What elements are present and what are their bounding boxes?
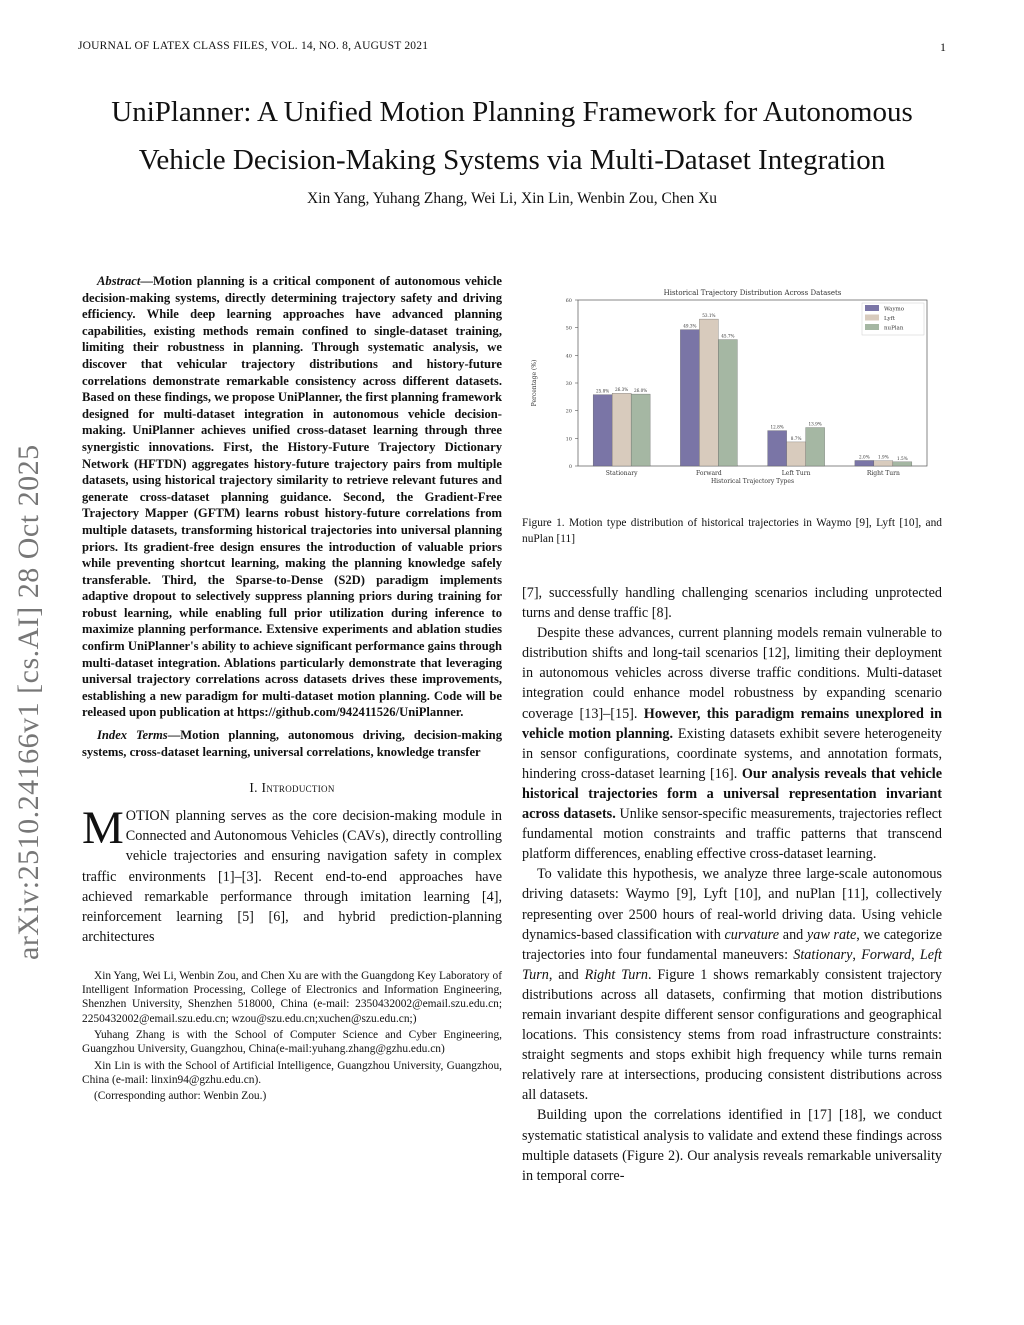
bar-value-label: 49.3% [683, 323, 697, 329]
bar-value-label: 13.9% [808, 421, 822, 427]
term-forward: Forward [861, 946, 912, 963]
abstract-text: —Motion planning is a critical component of autonomous vehicle decision-making systems, directly determining trajectory safety and driving efficiency. While deep learning approaches have advanced planning capabilities, existing methods remain confined to single-dataset training, limiting their robustness in planning. Through systematic analysis, we discover that vehicular trajectory distributions and history-future correlations demonstrate remarkable consistency across different datasets. Based on these findings, we propose UniPlanner, the first planning framework designed for multi-dataset integration in autonomous vehicle decision-making. UniPlanner achieves unified cross-dataset learning through three synergistic innovations. First, the History-Future Trajectory Dictionary Network (HFTDN) aggregates history-future trajectory pairs from multiple datasets, using historical trajectory similarity to retrieve relevant futures and generate cross-dataset planning guidance. Second, the Gradient-Free Trajectory Mapper (GFTM) learns robust history-future correlations from multiple datasets, transforming historical trajectories into universal planning priors. Its gradient-free design ensures the introduction of valuable priors while preventing shortcut learning, making the planning knowledge safely transferable. Third, the Sparse-to-Dense (S2D) paradigm implements adaptive dropout to selectively suppress planning priors during training for robust learning, while enabling full prior utilization during inference to maximize planning performance. Extensive experiments and ablation studies confirm UniPlanner's ability to achieve significant performance gains through multi-dataset integration. Ablations particularly demonstrate that leveraging universal trajectory correlations across datasets drives these improvements, establishing a new paradigm for multi-dataset motion planning. Code will be released upon publication at https://github.com/942411526/UniPlanner. [82, 274, 502, 720]
footnote-affiliation-gzhu-ai: Xin Lin is with the School of Artificial Intelligence, Guangzhou University, Guangzhou, China (e-mail: linxin94@gzhu.edu.cn). [82, 1059, 502, 1086]
bar-waymo-forward [680, 330, 699, 466]
term-left-turn: Left Turn [522, 946, 942, 983]
bar-value-label: 1.9% [878, 454, 889, 460]
y-tick-label: 60 [565, 298, 572, 304]
bar-lyft-left-turn [787, 442, 806, 466]
y-axis-label: Percentage (%) [531, 359, 538, 407]
para3-and-2: , and [548, 966, 585, 983]
para2-text-e: Unlike sensor-specific measurements, trajectories reflect fundamental motion constraints and traffic patterns that transcend platform differences, enabling effective cross-dataset learning. [522, 806, 942, 863]
abstract [82, 273, 502, 721]
drop-cap-letter: M [82, 802, 124, 855]
paper-title [60, 88, 964, 184]
y-tick-label: 20 [565, 408, 572, 415]
intro-paragraph-1-continued: [7], successfully handling challenging scenarios including unprotected turns and dense traffic [8]. [522, 585, 942, 622]
y-tick-label: 50 [565, 325, 572, 332]
y-tick-label: 10 [565, 436, 572, 443]
legend-label-waymo: Waymo [884, 306, 905, 313]
bar-value-label: 26.3% [614, 387, 629, 393]
index-terms-label: Index Terms [97, 728, 168, 743]
legend-swatch-lyft [865, 315, 879, 321]
bar-nuplan-left-turn [806, 428, 825, 466]
bar-value-label: 25.8% [595, 388, 610, 394]
para3-text-c: . Figure 1 shows remarkably consistent trajectory distributions across all datasets, confirming that motion distributions remain invariant despite different sensor configurations and geographical locations. This consistency stems from road infrastructure constraints: straight segments and stops exhibit high frequency while turns remain relatively rare at intersections, producing consistent distributions across all datasets. [522, 966, 942, 1104]
arxiv-identifier-stamp: arXiv:2510.24166v1 [cs.AI] 28 Oct 2025 [12, 444, 45, 960]
right-column [522, 286, 942, 1186]
term-right-turn: Right Turn [584, 966, 648, 983]
term-yaw-rate: yaw rate [806, 926, 857, 943]
x-tick-label: Left Turn [781, 470, 811, 477]
para3-and: and [779, 926, 807, 943]
footnote-corresponding-author: (Corresponding author: Wenbin Zou.) [94, 1090, 267, 1103]
affiliation-footnotes [82, 969, 502, 1104]
legend-label-lyft: Lyft [884, 316, 895, 322]
bar-lyft-stationary [612, 393, 631, 466]
x-axis-label: Historical Trajectory Types [710, 478, 795, 485]
intro-paragraph-2 [522, 623, 942, 864]
running-head: JOURNAL OF LATEX CLASS FILES, VOL. 14, NO. 8, AUGUST 2021 [78, 40, 429, 52]
x-tick-label: Right Turn [866, 470, 900, 477]
x-tick-label: Stationary [605, 470, 638, 477]
author-list: Xin Yang, Yuhang Zhang, Wei Li, Xin Lin, Wenbin Zou, Chen Xu [306, 190, 718, 207]
intro-paragraph-4: Building upon the correlations identified in [17] [18], we conduct systematic statistical analysis to validate and extend these findings across multiple datasets (Figure 2). Our analysis reveals remarkable universality in temporal corre- [522, 1107, 942, 1184]
bar-value-label: 26.0% [633, 388, 648, 394]
page-number: 1 [940, 40, 946, 54]
term-curvature: curvature [724, 926, 780, 943]
intro-paragraph-1 [82, 802, 502, 947]
figure-1-caption: Figure 1. Motion type distribution of historical trajectories in Waymo [9], Lyft [10], and nuPlan [11] [522, 517, 942, 545]
bar-value-label: 53.1% [702, 313, 716, 319]
bar-nuplan-forward [718, 340, 737, 466]
right-body [522, 583, 942, 1186]
para3-text-a: To validate this hypothesis, we analyze three large-scale autonomous driving datasets: Waymo [9], Lyft [10], and nuPlan [11], collectively representing over 2500 hours of real-world driving data. Using vehicle dynamics-based classification with [522, 866, 942, 943]
left-column [82, 273, 502, 1106]
index-terms-text: —Motion planning, autonomous driving, decision-making systems, cross-dataset learning, universal correlations, knowledge transfer [82, 728, 502, 759]
chart-title: Historical Trajectory Distribution Across Datasets [663, 289, 842, 297]
intro-paragraph-1-text: OTION planning serves as the core decision-making module in Connected and Autonomous Vehicles (CAVs), directly controlling vehicle trajectories and ensuring navigation safety in complex traffic environments [1]–[3]. Recent end-to-end approaches have achieved remarkable performance through imitation learning [4], reinforcement learning [5] [6], and hybrid prediction-planning architectures [82, 808, 502, 945]
para2-text-a: Despite these advances, current planning models remain vulnerable to distribution shifts and long-tail scenarios [12], limiting their deployment in autonomous vehicles across diverse traffic conditions. Multi-dataset integration could enhance model robustness by expanding scenario coverage [13]–[15]. [522, 625, 942, 722]
intro-paragraph-3 [522, 864, 942, 1105]
bar-lyft-forward [699, 319, 718, 466]
bar-nuplan-stationary [631, 394, 650, 466]
bar-waymo-left-turn [768, 431, 787, 466]
x-tick-label: Forward [696, 470, 722, 477]
bar-chart [522, 286, 942, 508]
footnote-affiliation-szu: Xin Yang, Wei Li, Wenbin Zou, and Chen Xu are with the Guangdong Key Laboratory of Intelligent Information Processing, College of Electronics and Information Engineering, Shenzhen University, Shenzhen 518000, China (e-mail: 2350432002@email.szu.edu.cn; 2250432002@email.szu.edu.cn; wzou@szu.edu.cn;xuchen@szu.edu.cn;) [82, 969, 502, 1025]
section-title: Introduction [261, 780, 335, 796]
section-heading-introduction [82, 780, 502, 796]
bar-lyft-right-turn [874, 461, 893, 466]
legend-label-nuplan: nuPlan [884, 325, 904, 332]
bar-nuplan-right-turn [893, 462, 912, 466]
y-tick-label: 0 [568, 464, 572, 470]
footnote-affiliation-gzhu-cs: Yuhang Zhang is with the School of Computer Science and Cyber Engineering, Guangzhou University, Guangzhou, China(e-mail:yuhang.zhang@gzhu.edu.cn) [82, 1029, 502, 1056]
index-terms [82, 727, 502, 760]
para2-bold-claim: However, this paradigm remains unexplored in vehicle motion planning. [522, 705, 943, 742]
bar-value-label: 2.0% [859, 454, 870, 460]
bar-value-label: 1.5% [897, 455, 908, 461]
y-tick-label: 30 [565, 381, 572, 387]
legend-swatch-nuplan [865, 324, 879, 330]
para3-comma-2: , [911, 946, 920, 963]
figure-1-chart [522, 286, 942, 508]
title-line-1: UniPlanner: A Unified Motion Planning Framework for Autonomous [111, 96, 913, 128]
para2-bold-finding: Our analysis reveals that vehicle historical trajectories form a universal representation invariant across datasets. [522, 765, 942, 823]
term-stationary: Stationary [793, 946, 853, 963]
para2-text-c: Existing datasets exhibit severe heterogeneity in sensor configurations, coordinate systems, and annotation formats, hindering cross-dataset learning [16]. [522, 725, 942, 782]
para3-text-b: , we categorize trajectories into four fundamental maneuvers: [522, 926, 942, 963]
bar-waymo-right-turn [855, 460, 874, 466]
y-tick-label: 40 [565, 353, 572, 360]
bar-value-label: 45.7% [721, 333, 735, 339]
bar-waymo-stationary [593, 395, 612, 466]
bar-value-label: 8.7% [790, 435, 802, 441]
section-number: I. [249, 780, 258, 796]
title-line-2: Vehicle Decision-Making Systems via Multi-Dataset Integration [138, 144, 886, 176]
para3-comma-1: , [852, 946, 862, 963]
bar-value-label: 12.8% [770, 424, 784, 430]
abstract-label: Abstract [97, 274, 141, 288]
legend-swatch-waymo [865, 305, 879, 311]
